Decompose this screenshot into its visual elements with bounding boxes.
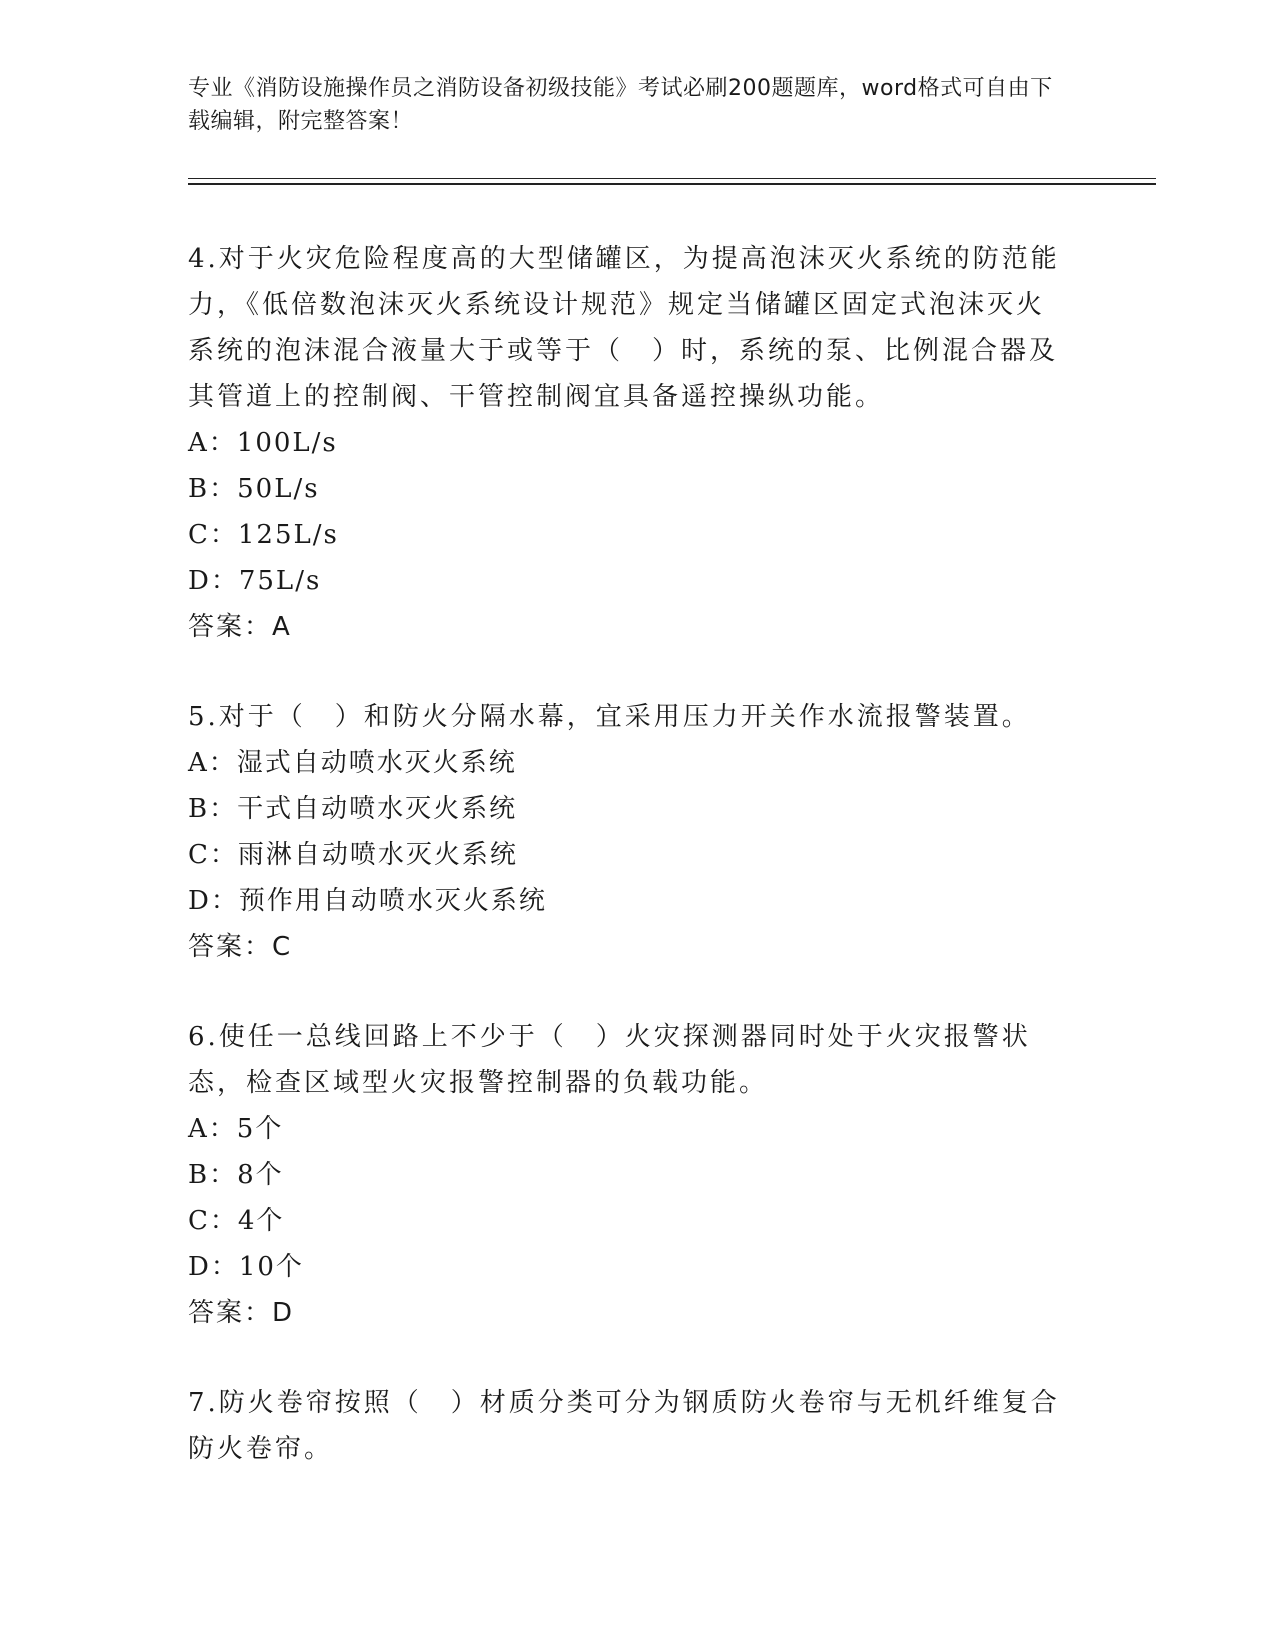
option-b: B：8个 xyxy=(188,1160,284,1190)
option-b: B：干式自动喷水灭火系统 xyxy=(188,794,518,824)
question-stem: 4.对于火灾危险程度高的大型储罐区，为提高泡沫灭火系统的防范能力，《低倍数泡沫灭火系统设计规范》规定当储罐区固定式泡沫灭火系统的泡沫混合液量大于或等于（ ）时，系统的泵、比例混合器及其管道上的控制阀、干管控制阀宜具备遥控操纵功能。 xyxy=(188,244,1060,412)
option-b: B：50L/s xyxy=(188,474,320,504)
question-4 xyxy=(188,236,1068,650)
question-list xyxy=(188,236,1068,1516)
option-a: A：100L/s xyxy=(188,428,338,458)
question-5 xyxy=(188,694,1068,970)
question-stem: 6.使任一总线回路上不少于（ ）火灾探测器同时处于火灾报警状态，检查区域型火灾报警控制器的负载功能。 xyxy=(188,1022,1031,1098)
option-d: D：预作用自动喷水灭火系统 xyxy=(188,886,547,916)
question-7 xyxy=(188,1380,1068,1472)
option-a: A：湿式自动喷水灭火系统 xyxy=(188,748,517,778)
option-d: D：10个 xyxy=(188,1252,304,1282)
answer-label: 答案：C xyxy=(188,932,293,962)
header-divider-thick xyxy=(188,183,1156,185)
question-stem: 7.防火卷帘按照（ ）材质分类可分为钢质防火卷帘与无机纤维复合防火卷帘。 xyxy=(188,1388,1060,1464)
option-c: C：125L/s xyxy=(188,520,339,550)
option-a: A：5个 xyxy=(188,1114,284,1144)
option-d: D：75L/s xyxy=(188,566,322,596)
option-c: C：雨淋自动喷水灭火系统 xyxy=(188,840,518,870)
document-header: 专业《消防设施操作员之消防设备初级技能》考试必刷200题题库，word格式可自由下载编辑，附完整答案！ xyxy=(188,76,1053,134)
answer-label: 答案：D xyxy=(188,1298,295,1328)
question-6 xyxy=(188,1014,1068,1336)
question-stem: 5.对于（ ）和防火分隔水幕，宜采用压力开关作水流报警装置。 xyxy=(188,702,1031,732)
header-divider-thin xyxy=(188,178,1156,179)
answer-label: 答案：A xyxy=(188,612,292,642)
option-c: C：4个 xyxy=(188,1206,285,1236)
